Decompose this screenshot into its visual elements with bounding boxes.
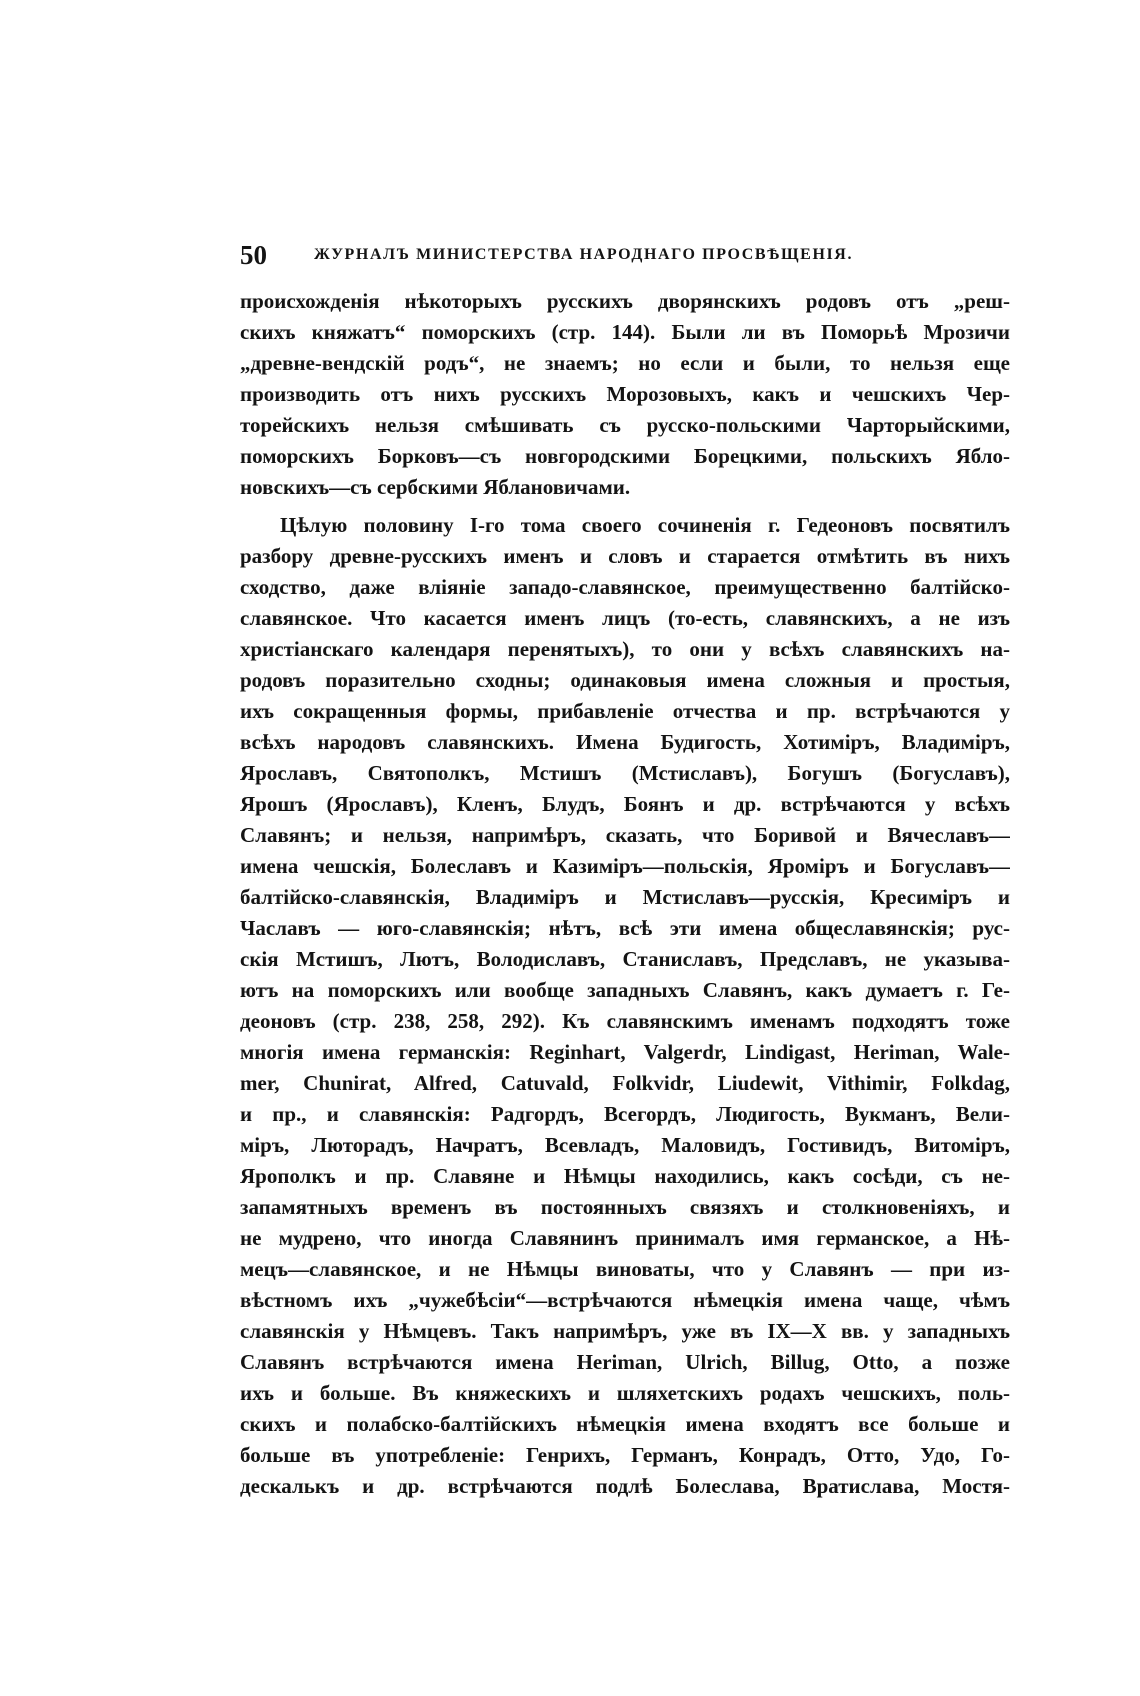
text-line: Цѣлую половину I-го тома своего сочиненія г. Гедеоновъ посвятилъ <box>280 513 1010 537</box>
text-line: славянскія у Нѣмцевъ. Такъ напримѣръ, уже въ IX—X вв. у западныхъ <box>240 1319 1010 1343</box>
text-line: деоновъ (стр. 238, 258, 292). Къ славянскимъ именамъ подходятъ тоже <box>240 1009 1010 1033</box>
text-line: новскихъ—съ сербскими Яблановичами. <box>240 475 631 499</box>
text-line: больше въ употребленіе: Генрихъ, Германъ, Конрадъ, Отто, Удо, Го- <box>240 1443 1010 1467</box>
text-line: дескалькъ и др. встрѣчаются подлѣ Болеслава, Вратислава, Мостя- <box>240 1474 1010 1498</box>
running-head <box>240 238 1010 272</box>
page-number: 50 <box>240 240 267 270</box>
text-line: Ярошъ (Ярославъ), Кленъ, Блудъ, Боянъ и др. встрѣчаются у всѣхъ <box>240 792 1010 816</box>
text-line: славянское. Что касается именъ лицъ (то-есть, славянскихъ, а не изъ <box>240 606 1010 630</box>
text-line: Ярополкъ и пр. Славяне и Нѣмцы находились, какъ сосѣди, съ не- <box>240 1164 1010 1188</box>
text-line: родовъ поразительно сходны; одинаковыя имена сложныя и простыя, <box>240 668 1010 692</box>
text-line: не мудрено, что иногда Славянинъ принималъ имя германское, а Нѣ- <box>240 1226 1010 1250</box>
text-line: запамятныхъ временъ въ постоянныхъ связяхъ и столкновеніяхъ, и <box>240 1195 1010 1219</box>
text-line: ихъ и больше. Въ княжескихъ и шляхетскихъ родахъ чешскихъ, поль- <box>240 1381 1010 1405</box>
text-line: скія Мстишъ, Лютъ, Володиславъ, Станиславъ, Предславъ, не указыва- <box>240 947 1010 971</box>
body-text <box>240 286 1010 1502</box>
text-line: многія имена германскія: Reginhart, Valgerdr, Lindigast, Heriman, Wale- <box>240 1040 1010 1064</box>
text-line: имена чешскія, Болеславъ и Казиміръ—польскія, Яроміръ и Богуславъ— <box>240 854 1010 878</box>
paragraph-1 <box>240 286 1010 503</box>
text-line: и пр., и славянскія: Радгордъ, Всегордъ, Людигость, Вукманъ, Вели- <box>240 1102 1010 1126</box>
text-line: Чаславъ — юго-славянскія; нѣтъ, всѣ эти имена общеславянскія; рус- <box>240 916 1010 940</box>
text-line: Славянъ; и нельзя, напримѣръ, сказать, что Боривой и Вячеславъ— <box>240 823 1010 847</box>
text-line: mer, Chunirat, Alfred, Catuvald, Folkvidr, Liudewit, Vithimir, Folkdag, <box>240 1071 1010 1095</box>
text-line: скихъ и полабско-балтійскихъ нѣмецкія имена входятъ все больше и <box>240 1412 1010 1436</box>
text-line: разбору древне-русскихъ именъ и словъ и старается отмѣтить въ нихъ <box>240 544 1010 568</box>
text-line: ихъ сокращенныя формы, прибавленіе отчества и пр. встрѣчаются у <box>240 699 1010 723</box>
text-line: Славянъ встрѣчаются имена Heriman, Ulrich, Billug, Otto, а позже <box>240 1350 1010 1374</box>
text-line: всѣхъ народовъ славянскихъ. Имена Будигость, Хотиміръ, Владиміръ, <box>240 730 1010 754</box>
text-line: христіанскаго календаря перенятыхъ), то они у всѣхъ славянскихъ на- <box>240 637 1010 661</box>
text-line: мецъ—славянское, и не Нѣмцы виноваты, что у Славянъ — при из- <box>240 1257 1010 1281</box>
text-line: торейскихъ нельзя смѣшивать съ русско-польскими Чарторыйскими, <box>240 413 1010 437</box>
text-line: поморскихъ Борковъ—съ новгородскими Борецкими, польскихъ Ябло- <box>240 444 1010 468</box>
paragraph-2 <box>240 510 1010 1502</box>
text-line: Ярославъ, Святополкъ, Мстишъ (Мстиславъ), Богушъ (Богуславъ), <box>240 761 1010 785</box>
text-line: сходство, даже вліяніе западо-славянское, преимущественно балтійско- <box>240 575 1010 599</box>
journal-title: ЖУРНАЛЪ МИНИСТЕРСТВА НАРОДНАГО ПРОСВѢЩЕНІЯ. <box>314 246 854 263</box>
text-line: „древне-вендскій родъ“, не знаемъ; но если и были, то нельзя еще <box>240 351 1010 375</box>
text-line: балтійско-славянскія, Владиміръ и Мстиславъ—русскія, Кресиміръ и <box>240 885 1010 909</box>
text-line: вѣстномъ ихъ „чужебѣсіи“—встрѣчаются нѣмецкія имена чаще, чѣмъ <box>240 1288 1010 1312</box>
text-line: производить отъ нихъ русскихъ Морозовыхъ, какъ и чешскихъ Чер- <box>240 382 1010 406</box>
text-line: происхожденія нѣкоторыхъ русскихъ дворянскихъ родовъ отъ „реш- <box>240 289 1010 313</box>
text-line: ютъ на поморскихъ или вообще западныхъ Славянъ, какъ думаетъ г. Ге- <box>240 978 1010 1002</box>
text-line: скихъ княжатъ“ поморскихъ (стр. 144). Были ли въ Поморьѣ Мрозичи <box>240 320 1010 344</box>
text-line: міръ, Люторадъ, Начратъ, Всевладъ, Маловидъ, Гостивидъ, Витоміръ, <box>240 1133 1010 1157</box>
